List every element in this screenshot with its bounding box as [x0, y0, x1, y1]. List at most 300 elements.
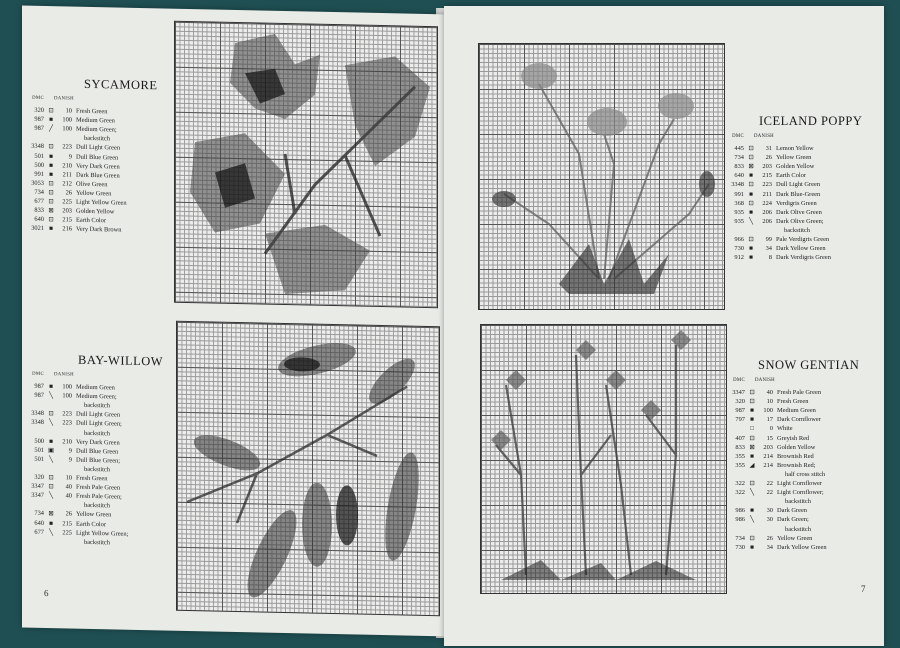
snow-gentian-chart	[480, 324, 727, 594]
key-row	[728, 424, 827, 433]
stitch-symbol: ■	[49, 116, 53, 124]
dmc-code: 3348	[31, 143, 44, 151]
dmc-code: 640	[34, 519, 44, 527]
stitch-symbol: ⊡	[749, 534, 755, 542]
key-row	[728, 470, 827, 479]
color-name: Dark Green;	[777, 516, 809, 524]
stitch-symbol: ■	[49, 152, 53, 160]
color-name: Greyish Red	[777, 434, 810, 442]
page-number-left: 6	[44, 587, 49, 599]
bay-willow-chart	[176, 321, 440, 617]
dmc-code: 987	[34, 115, 44, 124]
danish-code: 22	[766, 489, 773, 497]
danish-code	[758, 226, 772, 235]
stitch-symbol: ╲	[49, 455, 53, 464]
danish-header: DANISH	[54, 372, 74, 378]
color-name: Fresh Pale Green	[76, 483, 121, 492]
stitch-symbol: ╲	[49, 528, 53, 536]
key-row	[728, 497, 827, 506]
danish-code: 206	[762, 208, 772, 216]
key-row	[728, 452, 827, 461]
dmc-code	[27, 133, 44, 142]
key-header	[27, 94, 127, 105]
danish-code: 8	[768, 254, 772, 262]
stitch-symbol: ⊠	[748, 163, 754, 171]
danish-code	[759, 525, 773, 534]
stitch-symbol	[44, 400, 58, 409]
dmc-code	[27, 427, 44, 436]
stitch-symbol	[44, 537, 58, 546]
danish-code: 203	[62, 207, 72, 215]
color-name: Yellow Green	[777, 534, 813, 542]
bay-willow-key	[27, 370, 128, 548]
dmc-code: 987	[34, 382, 44, 391]
stitch-symbol: ■	[49, 519, 53, 527]
color-name: half cross stitch	[785, 470, 826, 478]
stitch-symbol: ■	[749, 208, 753, 216]
stitch-symbol: ⊡	[748, 181, 754, 189]
danish-code: 223	[762, 181, 772, 189]
dmc-code: 320	[34, 473, 44, 482]
key-row	[728, 406, 827, 415]
key-row	[727, 180, 831, 189]
danish-code: 211	[762, 190, 772, 198]
key-row	[727, 217, 831, 226]
key-row	[27, 224, 127, 235]
color-name: backstitch	[84, 465, 110, 474]
stitch-symbol: ■	[49, 383, 53, 391]
dmc-code: 3347	[31, 482, 44, 491]
key-row	[727, 162, 831, 171]
danish-code	[58, 428, 72, 437]
stitch-symbol: ■	[49, 170, 53, 178]
dmc-code	[27, 500, 44, 509]
color-name: Medium Green;	[76, 392, 117, 401]
stitch-symbol: ■	[750, 407, 754, 415]
stitch-symbol: ⊠	[48, 510, 54, 518]
color-name: Dark Yellow Green	[776, 245, 826, 253]
dmc-code: 320	[735, 398, 745, 406]
stitch-symbol: ◢	[749, 461, 755, 469]
danish-code: 34	[766, 543, 773, 551]
color-name: backstitch	[84, 538, 110, 547]
color-name: Dark Blue-Green	[776, 190, 821, 198]
color-name: Medium Green	[76, 116, 115, 125]
color-name: Dull Light Green	[76, 411, 121, 419]
stitch-symbol: ╲	[49, 419, 53, 427]
stitch-symbol: ⊡	[48, 107, 54, 115]
dmc-code: 734	[34, 188, 44, 196]
danish-code: 206	[762, 217, 772, 225]
dmc-header: DMC	[733, 378, 745, 383]
danish-code: 100	[763, 407, 773, 415]
color-name: Fresh Pale Green;	[76, 492, 122, 501]
dmc-code: 991	[34, 170, 44, 178]
key-row	[727, 190, 831, 199]
stitch-symbol: ⊡	[48, 216, 54, 224]
stitch-symbol: ⊡	[48, 189, 54, 197]
color-name: Light Cornflower;	[777, 489, 824, 497]
danish-code: 10	[65, 474, 72, 482]
dmc-code: 500	[34, 437, 44, 445]
danish-code: 10	[65, 107, 72, 115]
danish-code: 211	[62, 171, 72, 179]
stitch-symbol: ⊠	[749, 443, 755, 451]
danish-code: 9	[68, 153, 72, 161]
key-row	[728, 525, 827, 534]
danish-code: 30	[766, 516, 773, 524]
dmc-code	[728, 424, 745, 433]
danish-code: 215	[62, 519, 72, 528]
color-name: Lemon Yellow	[776, 145, 814, 153]
danish-code: 99	[765, 236, 772, 244]
dmc-header: DMC	[32, 95, 44, 101]
stitch-symbol: ⊡	[48, 143, 54, 151]
stitch-symbol: ■	[750, 416, 754, 424]
key-header	[727, 132, 831, 141]
snow-gentian-key	[728, 376, 827, 552]
danish-header: DANISH	[754, 134, 774, 139]
iceland-poppy-title: ICELAND POPPY	[759, 114, 863, 128]
color-name: Yellow Green	[76, 189, 112, 198]
stitch-symbol	[745, 525, 759, 534]
sycamore-chart	[174, 21, 438, 309]
stitch-symbol	[745, 497, 759, 506]
key-header	[27, 370, 128, 381]
danish-code: 225	[62, 528, 72, 537]
stitch-symbol: ■	[49, 225, 53, 233]
stitch-symbol	[44, 133, 58, 142]
danish-code	[58, 537, 72, 546]
danish-code: 212	[62, 180, 72, 188]
color-name: backstitch	[785, 498, 811, 506]
dmc-code	[27, 464, 44, 473]
color-name: Earth Color	[776, 172, 806, 180]
dmc-code: 355	[735, 452, 745, 460]
stitch-symbol: ■	[749, 254, 753, 262]
stitch-symbol	[745, 470, 759, 479]
key-row	[728, 543, 827, 552]
dmc-code: 322	[735, 480, 745, 488]
color-name: Earth Color	[76, 216, 106, 225]
stitch-symbol: ⊡	[748, 145, 754, 153]
color-name: Dark Yellow Green	[777, 543, 827, 551]
stitch-symbol	[44, 428, 58, 437]
dmc-code: 368	[734, 199, 744, 207]
stitch-symbol: ⊡	[748, 199, 754, 207]
color-name: Dark Blue Green	[76, 171, 120, 180]
danish-code: 40	[766, 389, 773, 397]
dmc-code: 991	[734, 190, 744, 198]
right-page	[444, 6, 884, 646]
color-name: Fresh Green	[777, 398, 809, 406]
dmc-header: DMC	[732, 134, 744, 139]
danish-code: 26	[766, 534, 773, 542]
dmc-code	[727, 226, 744, 235]
stitch-symbol: ⊡	[749, 398, 755, 406]
key-row	[727, 144, 831, 153]
stitch-symbol: ╱	[49, 125, 53, 133]
danish-code: 210	[62, 162, 72, 170]
stitch-symbol: ⊡	[749, 480, 755, 488]
stitch-symbol: ╲	[750, 489, 754, 497]
page-number-right: 7	[861, 584, 866, 594]
dmc-code: 734	[735, 534, 745, 542]
color-name: Medium Green;	[76, 125, 117, 134]
dmc-code: 912	[734, 254, 744, 262]
iceland-poppy-key	[727, 132, 831, 262]
dmc-code: 407	[735, 434, 745, 442]
color-name: Golden Yellow	[76, 207, 115, 216]
danish-code	[759, 470, 773, 479]
dmc-code: 501	[34, 446, 44, 454]
key-row	[727, 199, 831, 208]
dmc-code: 677	[34, 197, 44, 206]
dmc-code	[728, 525, 745, 534]
stitch-symbol	[744, 226, 758, 235]
dmc-code	[728, 497, 745, 506]
key-row	[728, 515, 827, 524]
dmc-code: 501	[34, 152, 44, 160]
stitch-symbol: □	[750, 425, 754, 433]
stitch-symbol: ■	[749, 245, 753, 253]
key-row	[728, 479, 827, 488]
danish-code	[58, 134, 72, 143]
dmc-code: 355	[735, 461, 745, 469]
danish-code: 40	[65, 492, 72, 500]
danish-code: 223	[62, 143, 72, 152]
dmc-code	[728, 470, 745, 479]
dmc-code: 966	[734, 236, 744, 244]
stitch-symbol: ⊡	[48, 410, 54, 418]
danish-code: 26	[65, 510, 72, 518]
key-row	[727, 171, 831, 180]
color-name: Brownish Red;	[777, 461, 816, 469]
dmc-code: 3347	[31, 491, 44, 500]
stitch-symbol: ■	[49, 437, 53, 445]
dmc-code: 677	[34, 528, 44, 536]
danish-code	[58, 464, 72, 473]
danish-code: 31	[765, 145, 772, 153]
key-row	[728, 397, 827, 406]
dmc-code: 935	[734, 217, 744, 225]
stitch-symbol: ■	[49, 161, 53, 169]
key-row	[727, 253, 831, 262]
key-row	[728, 388, 827, 397]
bay-willow-title: BAY-WILLOW	[78, 352, 164, 369]
stitch-symbol: ⊡	[748, 154, 754, 162]
danish-code: 215	[62, 216, 72, 224]
key-row	[727, 153, 831, 162]
danish-code: 40	[65, 483, 72, 491]
dmc-code	[27, 536, 44, 545]
key-row	[728, 534, 827, 543]
dmc-code: 322	[735, 489, 745, 497]
color-name: Light Yellow Green;	[76, 529, 129, 538]
color-name: Dark Olive Green	[776, 208, 822, 216]
color-name: Light Cornflower	[777, 480, 822, 488]
color-name: Dull Light Green;	[76, 420, 122, 429]
stitch-symbol	[44, 500, 58, 509]
dmc-code: 500	[34, 161, 44, 169]
danish-code: 34	[765, 245, 772, 253]
color-name: Pale Verdigris Green	[776, 236, 830, 244]
danish-code: 10	[766, 398, 773, 406]
dmc-code: 987	[735, 407, 745, 415]
color-name: Very Dark Brown	[76, 225, 122, 234]
sycamore-title: SYCAMORE	[84, 76, 158, 93]
danish-code: 203	[762, 163, 772, 171]
stitch-symbol: ⊡	[48, 483, 54, 491]
color-name: Olive Green	[76, 180, 108, 189]
dmc-code: 501	[34, 455, 44, 463]
color-name: Yellow Green	[776, 154, 812, 162]
color-name: Very Dark Green	[76, 438, 120, 447]
stitch-symbol: ⊡	[748, 236, 754, 244]
dmc-code: 640	[34, 215, 44, 224]
dmc-code: 730	[735, 543, 745, 551]
dmc-code: 734	[34, 510, 44, 518]
danish-code: 216	[62, 225, 72, 233]
dmc-code: 3053	[31, 179, 44, 187]
key-row	[727, 226, 831, 235]
dmc-code: 833	[734, 163, 744, 171]
stitch-symbol: ■	[749, 172, 753, 180]
dmc-code: 3021	[31, 225, 44, 233]
stitch-symbol: ⊡	[48, 198, 54, 206]
color-name: White	[777, 425, 793, 433]
stitch-symbol: ╲	[749, 217, 753, 225]
danish-code: 224	[762, 199, 772, 207]
iceland-poppy-motif	[479, 44, 724, 309]
dmc-code: 935	[734, 208, 744, 216]
color-name: backstitch	[784, 226, 810, 234]
stitch-symbol: ╲	[49, 492, 53, 500]
danish-code: 223	[62, 410, 72, 418]
color-name: Dull Light Green	[776, 181, 821, 189]
danish-code: 0	[769, 425, 773, 433]
key-header	[728, 376, 827, 385]
key-row	[727, 208, 831, 217]
dmc-code: 833	[735, 443, 745, 451]
color-name: Fresh Green	[76, 474, 108, 483]
danish-code: 17	[766, 416, 773, 424]
stitch-symbol: ⊡	[48, 179, 54, 188]
color-name: backstitch	[84, 429, 110, 437]
danish-code: 214	[763, 452, 773, 460]
danish-header: DANISH	[755, 378, 775, 383]
color-name: Fresh Green	[76, 107, 108, 116]
color-name: Dark Green	[777, 507, 807, 515]
dmc-code: 640	[734, 172, 744, 180]
color-name: backstitch	[84, 502, 110, 510]
stitch-symbol: ■	[750, 543, 754, 551]
stitch-symbol	[44, 464, 58, 473]
left-page	[22, 6, 450, 637]
key-row	[728, 461, 827, 470]
dmc-code: 987	[34, 125, 44, 133]
color-name: Verdigris Green	[776, 199, 817, 207]
danish-code: 223	[62, 419, 72, 428]
dmc-header: DMC	[32, 371, 44, 377]
key-row	[727, 244, 831, 253]
dmc-code: 3348	[31, 419, 44, 427]
danish-code: 203	[763, 443, 773, 451]
danish-code: 225	[62, 198, 72, 206]
color-name: Dark Cornflower	[777, 416, 821, 424]
color-name: Dark Verdigris Green	[776, 254, 831, 262]
danish-code: 100	[62, 392, 72, 400]
bay-willow-motif	[177, 322, 439, 615]
color-name: Golden Yellow	[776, 163, 815, 171]
color-name: Brownish Red	[777, 452, 814, 460]
danish-code: 9	[68, 456, 72, 464]
stitch-symbol: ⊠	[48, 207, 54, 215]
dmc-code: 986	[735, 507, 745, 515]
key-row	[728, 415, 827, 424]
color-name: Very Dark Green	[76, 162, 120, 171]
dmc-code: 3347	[732, 389, 745, 397]
color-name: backstitch	[84, 402, 110, 410]
dmc-code: 3348	[31, 410, 44, 418]
stitch-symbol: ■	[749, 190, 753, 198]
color-name: Fresh Pale Green	[777, 389, 822, 397]
color-name: Golden Yellow	[777, 443, 816, 451]
stitch-symbol: ⊡	[749, 434, 755, 442]
sycamore-key	[27, 94, 127, 235]
dmc-code: 734	[734, 154, 744, 162]
color-name: Dark Olive Green;	[776, 217, 824, 225]
dmc-code: 797	[735, 416, 745, 424]
danish-code	[759, 497, 773, 506]
color-name: Medium Green	[777, 407, 816, 415]
key-row	[727, 235, 831, 244]
danish-code: 210	[62, 438, 72, 446]
color-name: Dull Blue Green	[76, 447, 119, 456]
iceland-poppy-chart	[478, 43, 725, 310]
dmc-code: 987	[34, 391, 44, 400]
key-row	[728, 488, 827, 497]
danish-code: 100	[62, 383, 72, 391]
snow-gentian-title: SNOW GENTIAN	[758, 358, 860, 372]
danish-code: 9	[68, 447, 72, 455]
color-name: Medium Green	[76, 383, 115, 392]
color-name: Dull Blue Green;	[76, 456, 121, 465]
color-name: Dull Blue Green	[76, 153, 119, 162]
color-name: Yellow Green	[76, 511, 112, 519]
snow-gentian-motif	[481, 325, 726, 593]
dmc-code	[27, 400, 44, 409]
danish-code: 26	[65, 189, 72, 197]
dmc-code: 445	[734, 145, 744, 153]
color-name: backstitch	[84, 135, 110, 143]
key-row	[728, 506, 827, 515]
danish-code: 214	[763, 461, 773, 469]
danish-code	[58, 401, 72, 410]
danish-code: 100	[62, 125, 72, 133]
danish-code: 215	[762, 172, 772, 180]
color-name: Dull Light Green	[76, 144, 121, 153]
danish-code	[58, 501, 72, 510]
stitch-symbol: ⊡	[749, 389, 755, 397]
dmc-code: 320	[34, 106, 44, 115]
dmc-code: 986	[735, 516, 745, 524]
danish-code: 100	[62, 116, 72, 124]
key-row	[728, 434, 827, 443]
color-name: Light Yellow Green	[76, 198, 127, 207]
danish-header: DANISH	[54, 96, 74, 102]
danish-code: 30	[766, 507, 773, 515]
